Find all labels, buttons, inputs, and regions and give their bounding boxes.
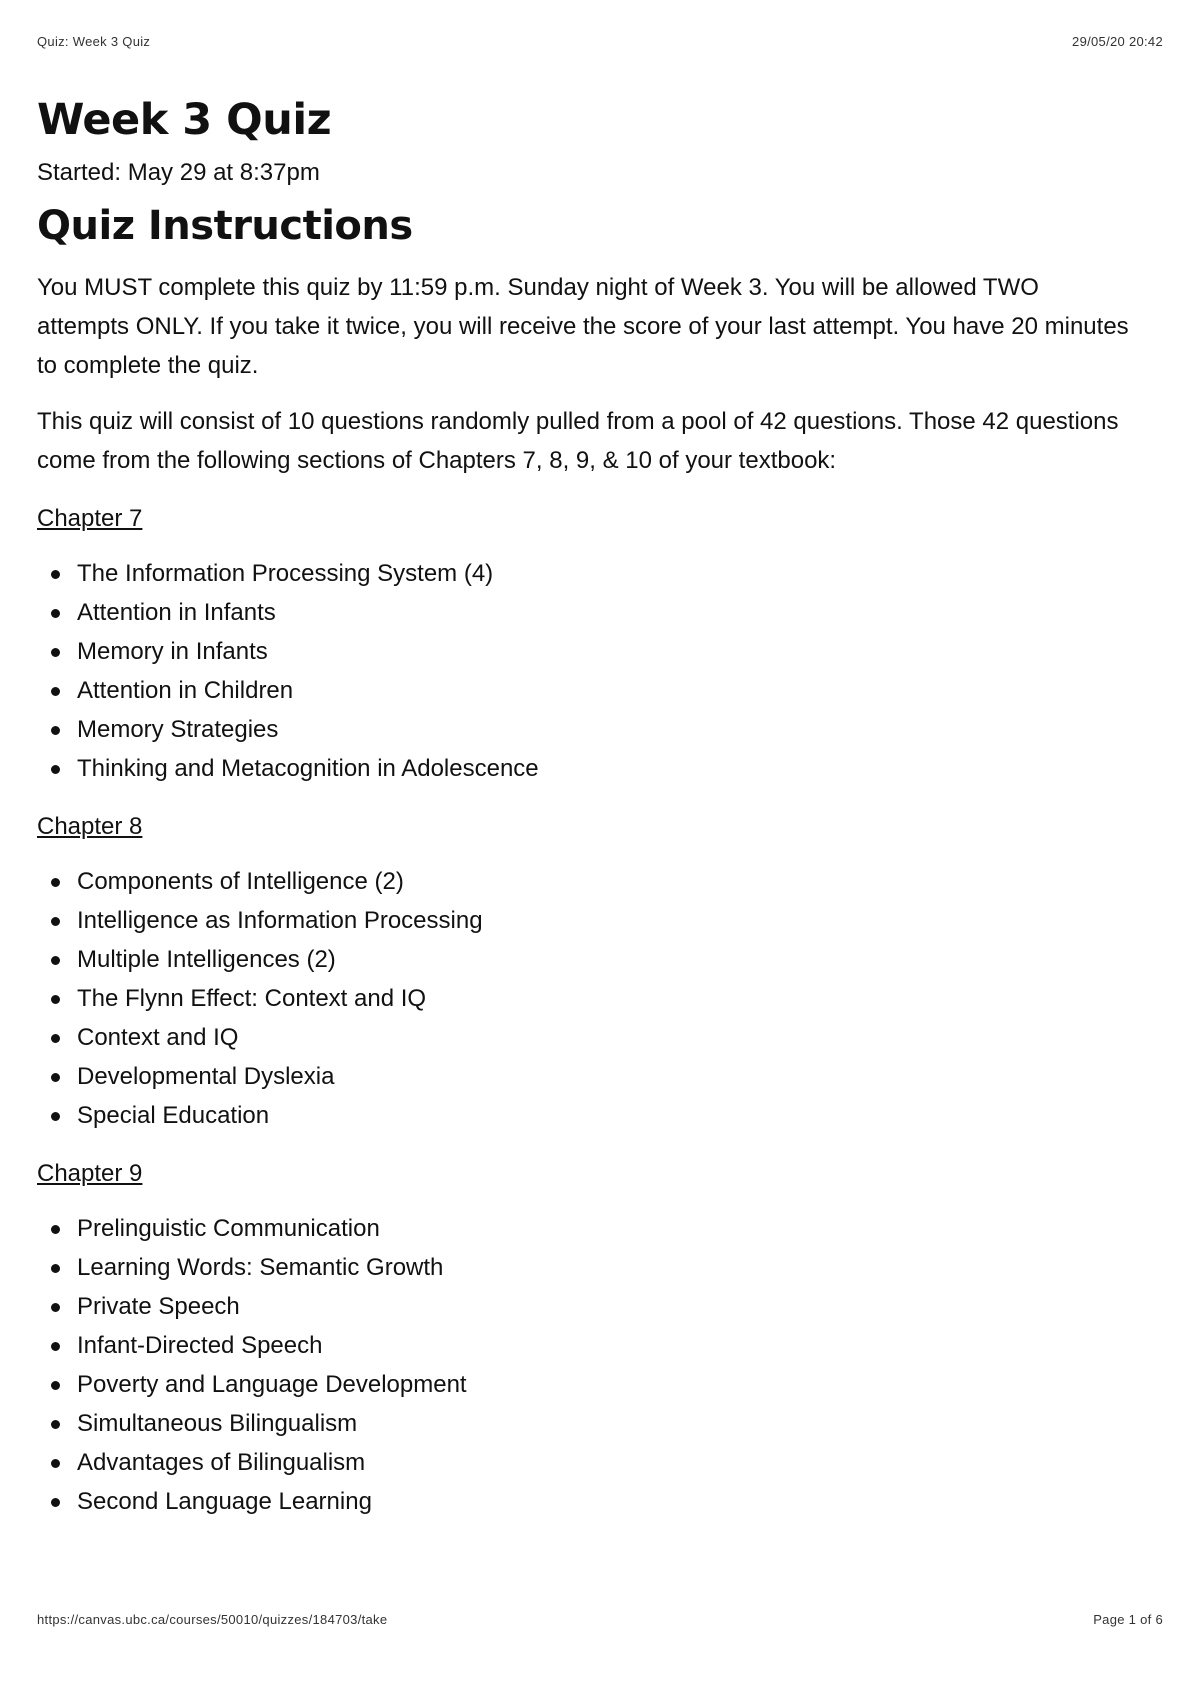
bullet-icon [51, 687, 60, 696]
list-item [37, 1326, 1137, 1365]
topic-label: Thinking and Metacognition in Adolescence [77, 755, 539, 782]
topic-label: Attention in Children [77, 677, 294, 704]
chapter-heading: Chapter 9 [37, 1160, 143, 1187]
bullet-icon [51, 765, 60, 774]
topic-label: Advantages of Bilingualism [77, 1449, 366, 1476]
bullet-icon [51, 1498, 60, 1507]
bullet-icon [51, 1073, 60, 1082]
print-footer [37, 1612, 1163, 1627]
topic-label: Developmental Dyslexia [77, 1063, 335, 1090]
chapter-heading: Chapter 7 [37, 505, 143, 532]
list-item [37, 979, 1137, 1018]
list-item [37, 1443, 1137, 1482]
print-header-title: Quiz: Week 3 Quiz [37, 34, 151, 49]
topic-label: Simultaneous Bilingualism [77, 1410, 358, 1437]
topic-label: Special Education [77, 1102, 270, 1129]
list-item [37, 1018, 1137, 1057]
topic-label: Second Language Learning [77, 1488, 372, 1515]
bullet-icon [51, 570, 60, 579]
bullet-icon [51, 956, 60, 965]
bullet-icon [51, 648, 60, 657]
list-item [37, 1365, 1137, 1404]
topic-label: Prelinguistic Communication [77, 1215, 380, 1242]
topic-label: Context and IQ [77, 1024, 239, 1051]
bullet-icon [51, 609, 60, 618]
page-url: https://canvas.ubc.ca/courses/50010/quizzes/184703/take [37, 1612, 388, 1627]
bullet-icon [51, 1420, 60, 1429]
quiz-content [37, 92, 1137, 1521]
list-item [37, 1209, 1137, 1248]
print-header-timestamp: 29/05/20 20:42 [1072, 34, 1163, 49]
instructions-paragraph: This quiz will consist of 10 questions randomly pulled from a pool of 42 questions. Those 42 questions come from the following sections of Chapters 7, 8, 9, & 10 of your textbook: [37, 408, 1119, 474]
topic-label: Memory Strategies [77, 716, 279, 743]
bullet-icon [51, 1381, 60, 1390]
list-item [37, 710, 1137, 749]
list-item [37, 940, 1137, 979]
bullet-icon [51, 1264, 60, 1273]
list-item [37, 901, 1137, 940]
instructions-paragraph: You MUST complete this quiz by 11:59 p.m. Sunday night of Week 3. You will be allowed TWO attempts ONLY. If you take it twice, you will receive the score of your last attempt. You have 20 minutes to complete the quiz. [37, 274, 1129, 379]
topic-label: The Flynn Effect: Context and IQ [77, 985, 427, 1012]
topic-label: Private Speech [77, 1293, 240, 1320]
bullet-icon [51, 1342, 60, 1351]
list-item [37, 593, 1137, 632]
bullet-icon [51, 878, 60, 887]
bullet-icon [51, 1459, 60, 1468]
page-title: Week 3 Quiz [37, 95, 332, 145]
list-item [37, 1404, 1137, 1443]
topic-label: Learning Words: Semantic Growth [77, 1254, 444, 1281]
topic-label: The Information Processing System (4) [77, 560, 494, 587]
topic-label: Multiple Intelligences (2) [77, 946, 336, 973]
list-item [37, 671, 1137, 710]
bullet-icon [51, 1034, 60, 1043]
bullet-icon [51, 1112, 60, 1121]
topic-list [37, 862, 1137, 1135]
bullet-icon [51, 917, 60, 926]
topic-label: Memory in Infants [77, 638, 268, 665]
topic-label: Poverty and Language Development [77, 1371, 467, 1398]
bullet-icon [51, 726, 60, 735]
list-item [37, 1057, 1137, 1096]
list-item [37, 749, 1137, 788]
list-item [37, 1482, 1137, 1521]
list-item [37, 1248, 1137, 1287]
list-item [37, 1287, 1137, 1326]
topic-label: Intelligence as Information Processing [77, 907, 483, 934]
list-item [37, 554, 1137, 593]
page-number: Page 1 of 6 [1093, 1612, 1163, 1627]
list-item [37, 1096, 1137, 1135]
bullet-icon [51, 995, 60, 1004]
topic-label: Components of Intelligence (2) [77, 868, 404, 895]
bullet-icon [51, 1303, 60, 1312]
topic-label: Infant-Directed Speech [77, 1332, 323, 1359]
list-item [37, 632, 1137, 671]
print-header [37, 34, 1163, 49]
chapter-heading: Chapter 8 [37, 813, 143, 840]
topic-label: Attention in Infants [77, 599, 276, 626]
instructions-title: Quiz Instructions [37, 203, 413, 249]
topic-list [37, 554, 1137, 788]
bullet-icon [51, 1225, 60, 1234]
list-item [37, 862, 1137, 901]
started-timestamp: Started: May 29 at 8:37pm [37, 159, 320, 186]
topic-list [37, 1209, 1137, 1521]
